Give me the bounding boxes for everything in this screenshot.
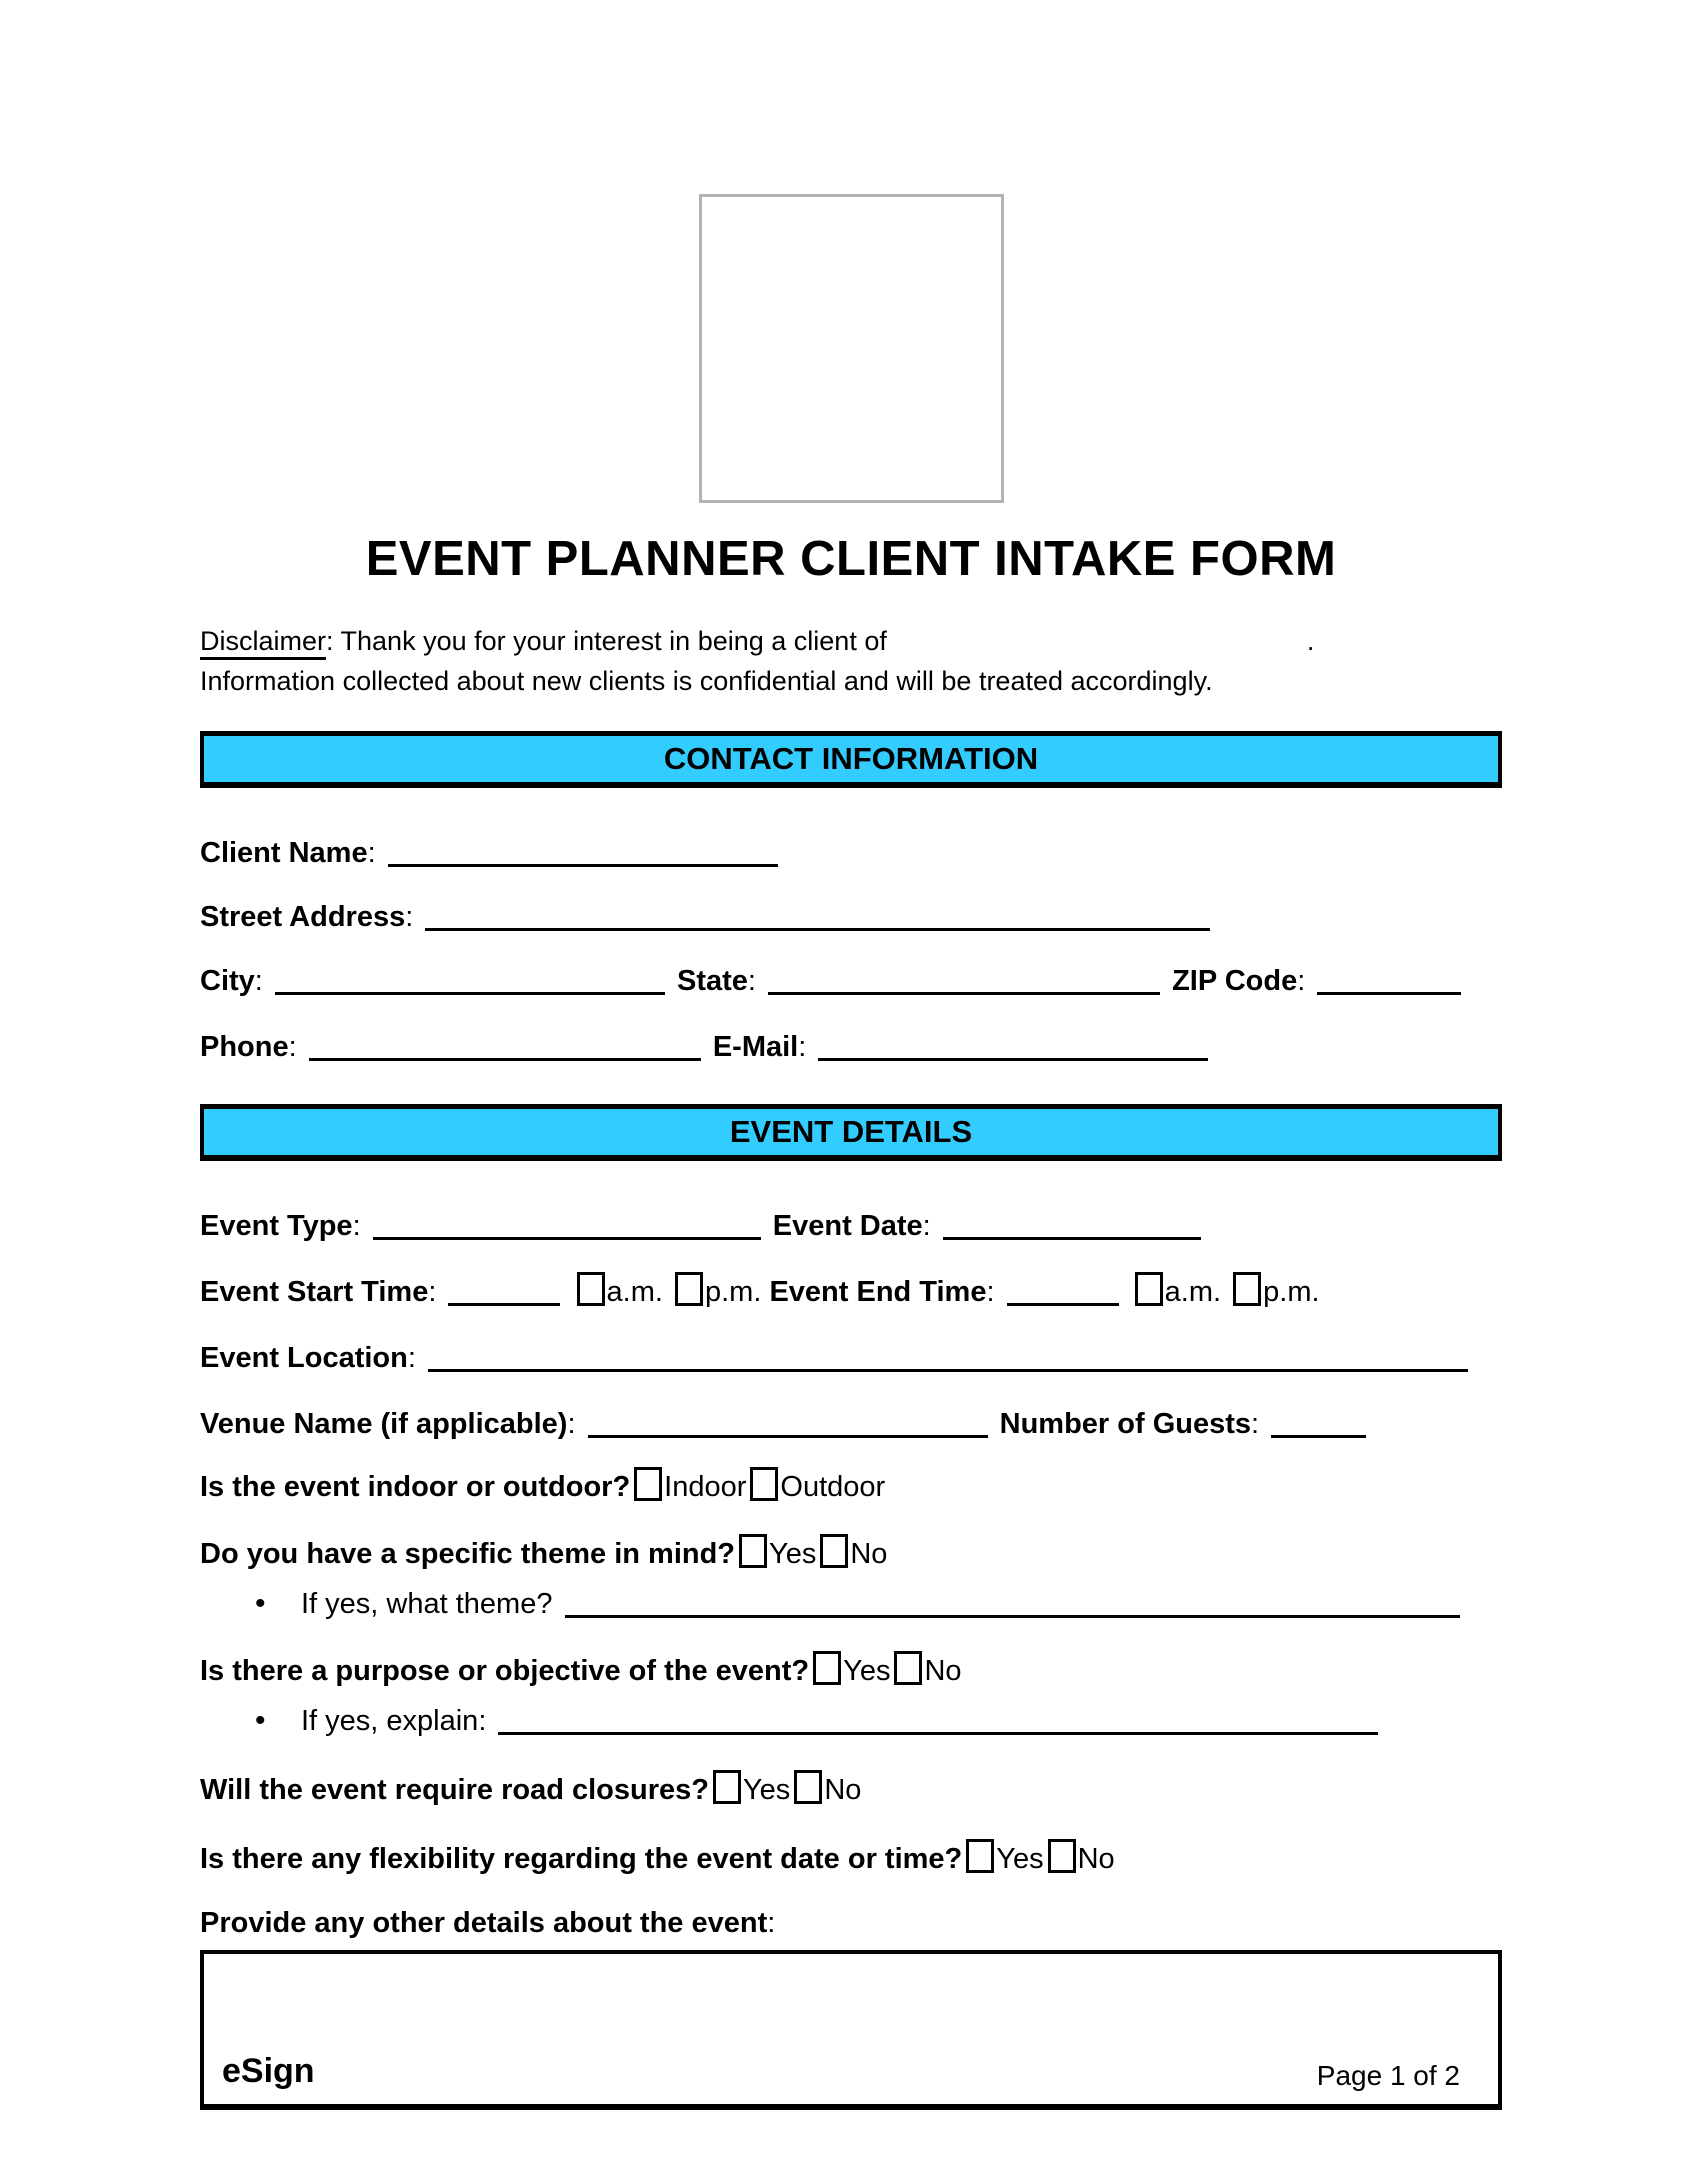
venue-line[interactable]	[588, 1406, 988, 1438]
phone-label: Phone	[200, 1031, 289, 1063]
end-time-colon: :	[986, 1276, 995, 1308]
road-closures-question: Will the event require road closures?	[200, 1774, 709, 1806]
event-type-line[interactable]	[373, 1208, 761, 1240]
other-details-label: Provide any other details about the event	[200, 1907, 768, 1939]
flex-no-label: No	[1077, 1843, 1115, 1875]
end-pm-checkbox[interactable]	[1233, 1272, 1261, 1306]
logo-placeholder	[699, 194, 1004, 503]
disclaimer-colon: :	[326, 626, 341, 656]
indoor-checkbox[interactable]	[634, 1467, 662, 1501]
disclaimer	[200, 621, 1502, 701]
flexibility-question: Is there any flexibility regarding the event date or time?	[200, 1843, 963, 1875]
event-type-date-row	[200, 1203, 1502, 1243]
theme-no-label: No	[850, 1538, 888, 1570]
state-colon: :	[747, 965, 756, 997]
road-no-label: No	[824, 1774, 862, 1806]
purpose-followup-label: If yes, explain:	[301, 1705, 487, 1737]
page-indicator: Page 1 of 2	[1316, 2060, 1460, 2091]
start-am-checkbox[interactable]	[577, 1272, 605, 1306]
purpose-yes-label: Yes	[843, 1655, 891, 1687]
state-line[interactable]	[768, 963, 1160, 995]
client-name-colon: :	[367, 837, 376, 869]
guests-line[interactable]	[1271, 1406, 1366, 1438]
purpose-question-row	[200, 1651, 1502, 1688]
venue-guests-row	[200, 1401, 1502, 1441]
event-date-label: Event Date	[772, 1210, 923, 1242]
esign-logo: eSign	[222, 2052, 315, 2090]
other-details-textbox[interactable]	[200, 1950, 1502, 2110]
end-am-checkbox[interactable]	[1135, 1272, 1163, 1306]
start-pm-label: p.m.	[704, 1276, 762, 1308]
city-line[interactable]	[275, 963, 665, 995]
event-location-row	[200, 1335, 1502, 1375]
theme-followup-line[interactable]	[565, 1586, 1460, 1618]
purpose-no-label: No	[924, 1655, 962, 1687]
start-am-label: a.m.	[606, 1276, 663, 1308]
purpose-followup-line[interactable]	[498, 1703, 1378, 1735]
email-label: E-Mail	[712, 1031, 799, 1063]
city-state-zip-row	[200, 958, 1502, 998]
flex-yes-checkbox[interactable]	[966, 1839, 994, 1873]
purpose-question: Is there a purpose or objective of the event?	[200, 1655, 810, 1687]
theme-followup-row	[200, 1581, 1502, 1621]
street-address-colon: :	[405, 901, 414, 933]
event-type-colon: :	[352, 1210, 361, 1242]
purpose-no-checkbox[interactable]	[894, 1651, 922, 1685]
page-title: EVENT PLANNER CLIENT INTAKE FORM	[365, 532, 1337, 586]
other-details-row	[200, 1906, 1502, 1940]
road-yes-label: Yes	[743, 1774, 791, 1806]
theme-no-checkbox[interactable]	[820, 1534, 848, 1568]
event-location-line[interactable]	[428, 1340, 1468, 1372]
start-pm-checkbox[interactable]	[675, 1272, 703, 1306]
section-header-contact: CONTACT INFORMATION	[200, 731, 1502, 788]
email-colon: :	[798, 1031, 807, 1063]
venue-label: Venue Name (if applicable)	[200, 1408, 568, 1440]
event-type-label: Event Type	[200, 1210, 353, 1242]
disclaimer-period: .	[1306, 626, 1315, 656]
venue-colon: :	[567, 1408, 576, 1440]
document-content	[0, 194, 1700, 2110]
street-address-line[interactable]	[425, 899, 1210, 931]
theme-question-row	[200, 1534, 1502, 1571]
outdoor-checkbox[interactable]	[750, 1467, 778, 1501]
flex-yes-label: Yes	[996, 1843, 1044, 1875]
zip-colon: :	[1297, 965, 1306, 997]
theme-yes-label: Yes	[769, 1538, 817, 1570]
phone-email-row	[200, 1024, 1502, 1064]
purpose-yes-checkbox[interactable]	[813, 1651, 841, 1685]
road-closures-row	[200, 1770, 1502, 1807]
phone-line[interactable]	[309, 1029, 701, 1061]
start-time-label: Event Start Time	[200, 1276, 429, 1308]
event-time-row	[200, 1269, 1502, 1309]
other-details-colon: :	[767, 1907, 776, 1939]
flexibility-row	[200, 1839, 1502, 1876]
theme-yes-checkbox[interactable]	[739, 1534, 767, 1568]
zip-label: ZIP Code	[1172, 965, 1298, 997]
client-name-line[interactable]	[388, 835, 778, 867]
theme-question: Do you have a specific theme in mind?	[200, 1538, 736, 1570]
end-time-line[interactable]	[1007, 1274, 1119, 1306]
bullet-icon: •	[255, 1587, 266, 1620]
phone-colon: :	[288, 1031, 297, 1063]
street-address-label: Street Address	[200, 901, 406, 933]
end-pm-label: p.m.	[1263, 1276, 1320, 1308]
disclaimer-line1: Thank you for your interest in being a client of	[340, 626, 887, 656]
start-time-colon: :	[428, 1276, 437, 1308]
guests-colon: :	[1251, 1408, 1260, 1440]
end-am-label: a.m.	[1164, 1276, 1222, 1308]
outdoor-option-label: Outdoor	[780, 1471, 886, 1503]
zip-line[interactable]	[1317, 963, 1461, 995]
end-time-label: Event End Time	[769, 1276, 987, 1308]
state-label: State	[676, 965, 748, 997]
client-name-label: Client Name	[200, 837, 368, 869]
street-address-row	[200, 894, 1502, 934]
guests-label: Number of Guests	[999, 1408, 1252, 1440]
flex-no-checkbox[interactable]	[1048, 1839, 1076, 1873]
start-time-line[interactable]	[448, 1274, 560, 1306]
theme-followup-label: If yes, what theme?	[301, 1588, 553, 1620]
disclaimer-line2: Information collected about new clients is confidential and will be treated accordingly.	[200, 666, 1213, 696]
indoor-outdoor-row	[200, 1467, 1502, 1504]
city-label: City	[200, 965, 255, 997]
section-header-event: EVENT DETAILS	[200, 1104, 1502, 1161]
bullet-icon: •	[255, 1704, 266, 1737]
road-no-checkbox[interactable]	[794, 1770, 822, 1804]
indoor-option-label: Indoor	[664, 1471, 747, 1503]
purpose-followup-row	[200, 1698, 1502, 1738]
event-date-line[interactable]	[943, 1208, 1201, 1240]
event-date-colon: :	[922, 1210, 931, 1242]
email-line[interactable]	[818, 1029, 1208, 1061]
client-name-row	[200, 830, 1502, 870]
event-location-label: Event Location	[200, 1342, 408, 1374]
disclaimer-label: Disclaimer	[200, 626, 326, 660]
event-location-colon: :	[407, 1342, 416, 1374]
road-yes-checkbox[interactable]	[713, 1770, 741, 1804]
indoor-question: Is the event indoor or outdoor?	[200, 1471, 631, 1503]
city-colon: :	[254, 965, 263, 997]
